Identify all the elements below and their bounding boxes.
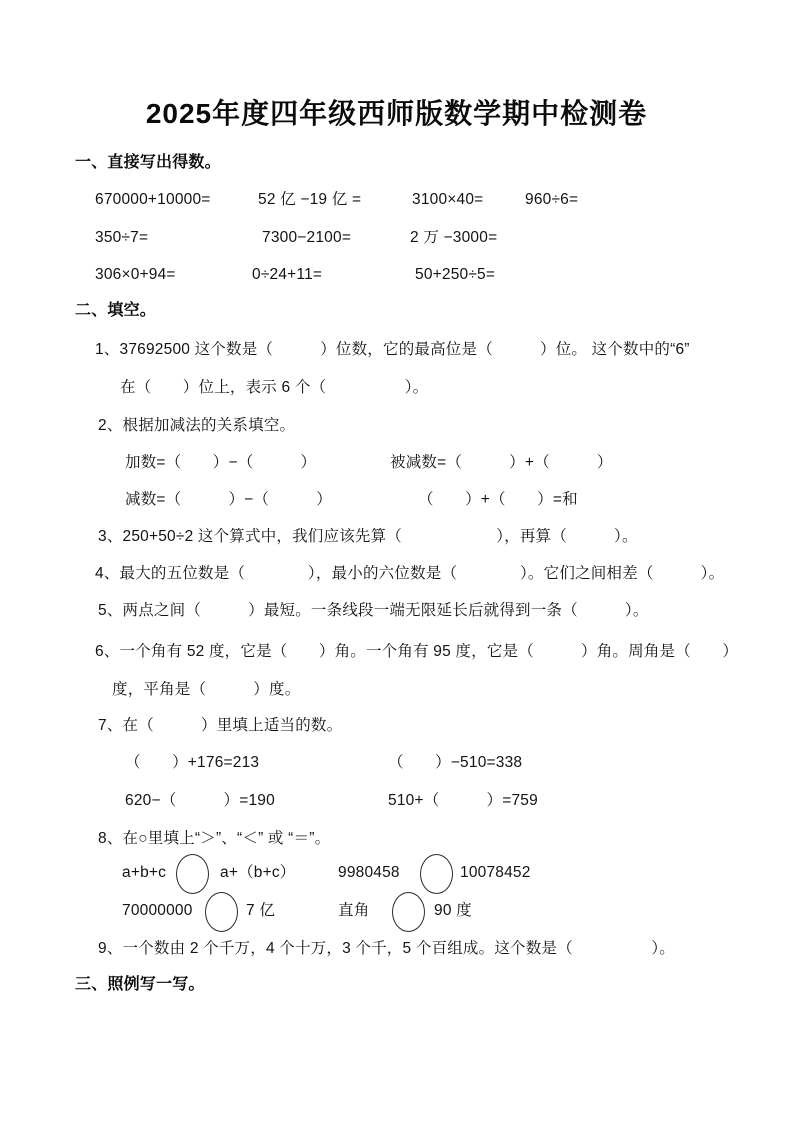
comparison-circle <box>176 854 209 894</box>
page-title: 2025年度四年级西师版数学期中检测卷 <box>145 98 648 129</box>
calc-item: 670000+10000= <box>95 191 211 208</box>
question-2-stem: 2、根据加减法的关系填空。 <box>98 417 296 434</box>
question-3: 3、250+50÷2 这个算式中，我们应该先算（ ），再算（ ）。 <box>98 528 638 545</box>
comparison-circle <box>420 854 453 894</box>
comparison-circle <box>392 892 425 932</box>
compare-operand: 70000000 <box>122 902 193 919</box>
calc-item: 960÷6= <box>525 191 579 208</box>
calc-item: 7300−2100= <box>262 229 352 246</box>
equation-blank: 510+（ ）=759 <box>388 792 538 809</box>
section-3-heading: 三、照例写一写。 <box>75 976 205 993</box>
compare-operand: 90 度 <box>434 902 472 919</box>
compare-operand: a+（b+c） <box>220 864 296 881</box>
equation-blank: （ ）+176=213 <box>125 754 260 771</box>
question-6-line-2: 度，平角是（ ）度。 <box>112 681 301 698</box>
compare-operand: 9980458 <box>338 864 400 881</box>
calc-item: 52 亿 −19 亿 = <box>258 191 362 208</box>
compare-operand: 7 亿 <box>246 902 276 919</box>
relation-blank: 加数=（ ）−（ ） <box>125 454 317 471</box>
compare-operand: a+b+c <box>122 864 167 881</box>
compare-operand: 10078452 <box>460 864 531 881</box>
calc-item: 2 万 −3000= <box>410 229 498 246</box>
question-4: 4、最大的五位数是（ ），最小的六位数是（ ）。它们之间相差（ ）。 <box>95 565 725 582</box>
calc-item: 306×0+94= <box>95 266 176 283</box>
question-8-stem: 8、在○里填上“＞”、“＜” 或 “＝”。 <box>98 830 331 847</box>
section-1-heading: 一、直接写出得数。 <box>75 154 221 171</box>
relation-blank: （ ）+（ ）=和 <box>418 491 578 508</box>
compare-operand: 直角 <box>338 902 370 919</box>
calc-item: 50+250÷5= <box>415 266 496 283</box>
question-5: 5、两点之间（ ）最短。一条线段一端无限延长后就得到一条（ ）。 <box>98 602 649 619</box>
calc-item: 0÷24+11= <box>252 266 323 283</box>
question-6-line-1: 6、一个角有 52 度，它是（ ）角。一个角有 95 度，它是（ ）角。周角是（ ） <box>95 643 739 660</box>
comparison-circle <box>205 892 238 932</box>
section-2-heading: 二、填空。 <box>75 302 157 319</box>
question-1-line-2: 在（ ）位上，表示 6 个（ ）。 <box>120 379 429 396</box>
equation-blank: （ ）−510=338 <box>388 754 523 771</box>
relation-blank: 减数=（ ）−（ ） <box>125 491 332 508</box>
equation-blank: 620−（ ）=190 <box>125 792 275 809</box>
question-9: 9、一个数由 2 个千万，4 个十万，3 个千，5 个百组成。这个数是（ ）。 <box>98 940 675 957</box>
question-1-line-1: 1、37692500 这个数是（ ）位数，它的最高位是（ ）位。 这个数中的“6” <box>95 341 690 358</box>
question-7-stem: 7、在（ ）里填上适当的数。 <box>98 717 343 734</box>
calc-item: 3100×40= <box>412 191 484 208</box>
relation-blank: 被减数=（ ）+（ ） <box>390 454 613 471</box>
calc-item: 350÷7= <box>95 229 149 246</box>
